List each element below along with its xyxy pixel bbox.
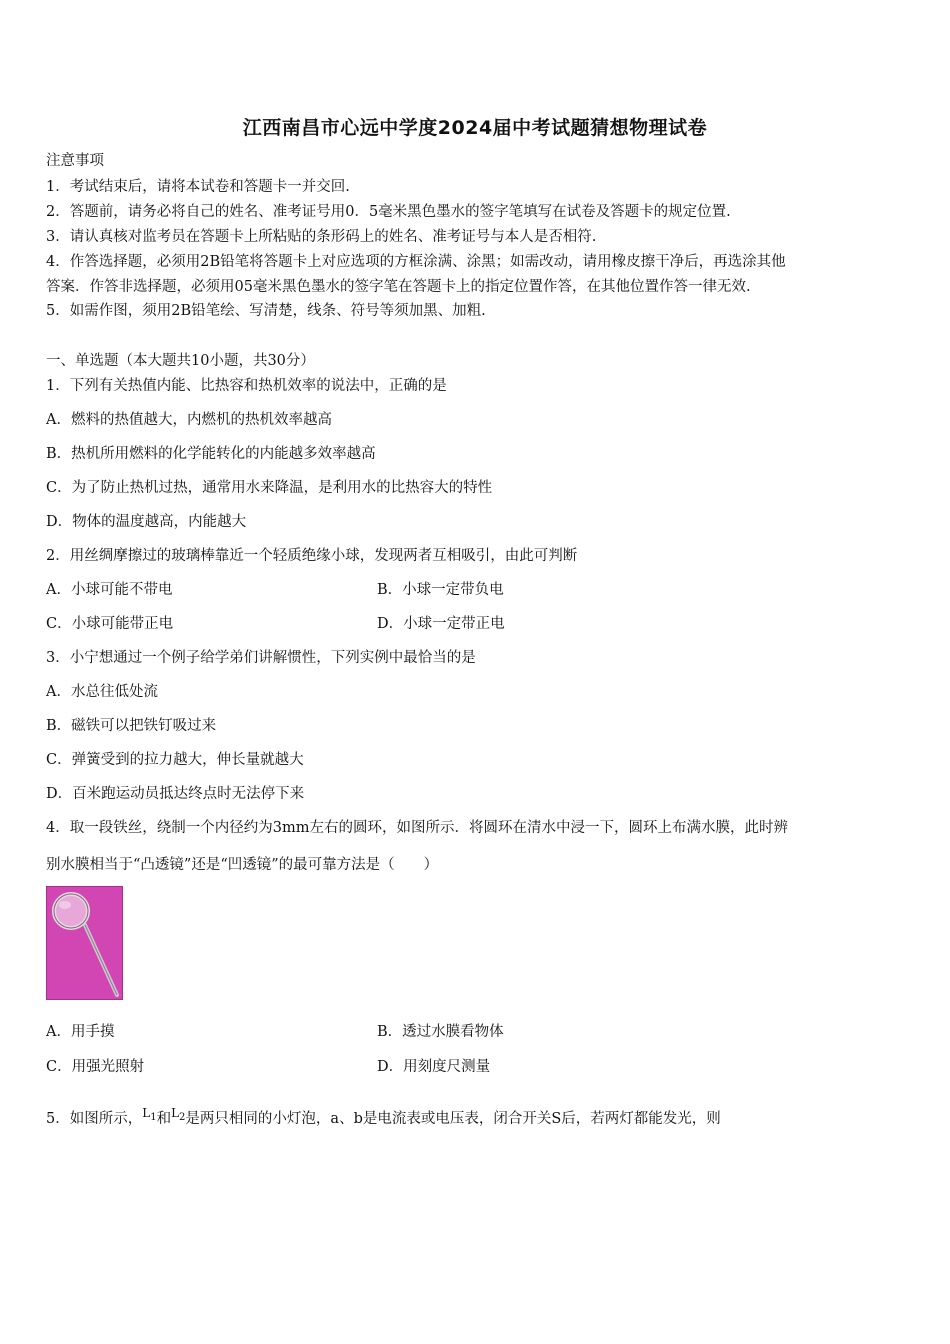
question-5-prefix: 5．如图所示， <box>46 1111 143 1127</box>
question-1-option-a: A．燃料的热值越大，内燃机的热机效率越高 <box>46 412 332 428</box>
question-3-option-b: B．磁铁可以把铁钉吸过来 <box>46 718 217 734</box>
lamp-l1-symbol <box>142 1104 156 1127</box>
question-4-stem-line-1: 4．取一段铁丝，绕制一个内径约为3mm左右的圆环，如图所示．将圆环在清水中浸一下，圆环上布满水膜，此时辨 <box>46 820 788 836</box>
notice-item: 答案．作答非选择题，必须用05毫米黑色墨水的签字笔在答题卡上的指定位置作答，在其他位置作答一律无效. <box>46 279 751 295</box>
notice-heading: 注意事项 <box>46 153 104 169</box>
lamp-l2-letter: L <box>171 1106 180 1120</box>
question-4-stem-line-2: 别水膜相当于“凸透镜”还是“凹透镜”的最可靠方法是（ ） <box>46 857 439 873</box>
question-1-option-d: D．物体的温度越高，内能越大 <box>46 514 247 530</box>
question-3-option-d: D．百米跑运动员抵达终点时无法停下来 <box>46 786 305 802</box>
question-5-text: 是两只相同的小灯泡，a、b是电流表或电压表，闭合开关S后，若两灯都能发光，则 <box>185 1111 721 1127</box>
question-4-option-b: B．透过水膜看物体 <box>377 1024 504 1040</box>
lamp-l1-subscript: 1 <box>150 1112 157 1123</box>
question-1-stem: 1．下列有关热值内能、比热容和热机效率的说法中，正确的是 <box>46 378 447 394</box>
question-2-option-b: B．小球一定带负电 <box>377 582 504 598</box>
question-1-option-b: B．热机所用燃料的化学能转化的内能越多效率越高 <box>46 446 376 462</box>
page-title: 江西南昌市心远中学度2024届中考试题猜想物理试卷 <box>242 117 708 139</box>
notice-item: 2．答题前，请务必将自己的姓名、准考证号用0．5毫米黑色墨水的签字笔填写在试卷及答题卡的规定位置. <box>46 204 731 220</box>
question-1-option-c: C．为了防止热机过热，通常用水来降温，是利用水的比热容大的特性 <box>46 480 493 496</box>
question-4-option-d: D．用刻度尺测量 <box>377 1059 491 1075</box>
lamp-l2-symbol <box>171 1104 185 1127</box>
question-2-option-c: C．小球可能带正电 <box>46 616 174 632</box>
section-heading: 一、单选题（本大题共10小题，共30分） <box>46 353 315 369</box>
question-2-option-d: D．小球一定带正电 <box>377 616 505 632</box>
lamp-l2-subscript: 2 <box>179 1112 186 1123</box>
notice-item: 1．考试结束后，请将本试卷和答题卡一并交回. <box>46 179 350 195</box>
lamp-l1-letter: L <box>142 1106 151 1120</box>
question-4-option-a: A．用手摸 <box>46 1024 115 1040</box>
question-3-option-a: A．水总往低处流 <box>46 684 158 700</box>
magnifier-ring-icon <box>47 887 122 999</box>
question-2-stem: 2．用丝绸摩擦过的玻璃棒靠近一个轻质绝缘小球，发现两者互相吸引，由此可判断 <box>46 548 578 564</box>
question-3-stem: 3．小宁想通过一个例子给学弟们讲解惯性，下列实例中最恰当的是 <box>46 650 476 666</box>
notice-item: 4．作答选择题，必须用2B铅笔将答题卡上对应选项的方框涂满、涂黑；如需改动，请用橡皮擦干净后，再选涂其他 <box>46 254 786 270</box>
notice-item: 3．请认真核对监考员在答题卡上所粘贴的条形码上的姓名、准考证号与本人是否相符. <box>46 229 597 245</box>
question-5-conjunction: 和 <box>156 1111 172 1127</box>
question-3-option-c: C．弹簧受到的拉力越大，伸长量就越大 <box>46 752 304 768</box>
question-2-option-a: A．小球可能不带电 <box>46 582 173 598</box>
wire-ring-figure <box>46 886 123 1000</box>
notice-item: 5．如需作图，须用2B铅笔绘、写清楚，线条、符号等须加黑、加粗. <box>46 303 486 319</box>
question-5-stem <box>46 1104 721 1128</box>
question-4-option-c: C．用强光照射 <box>46 1059 145 1075</box>
